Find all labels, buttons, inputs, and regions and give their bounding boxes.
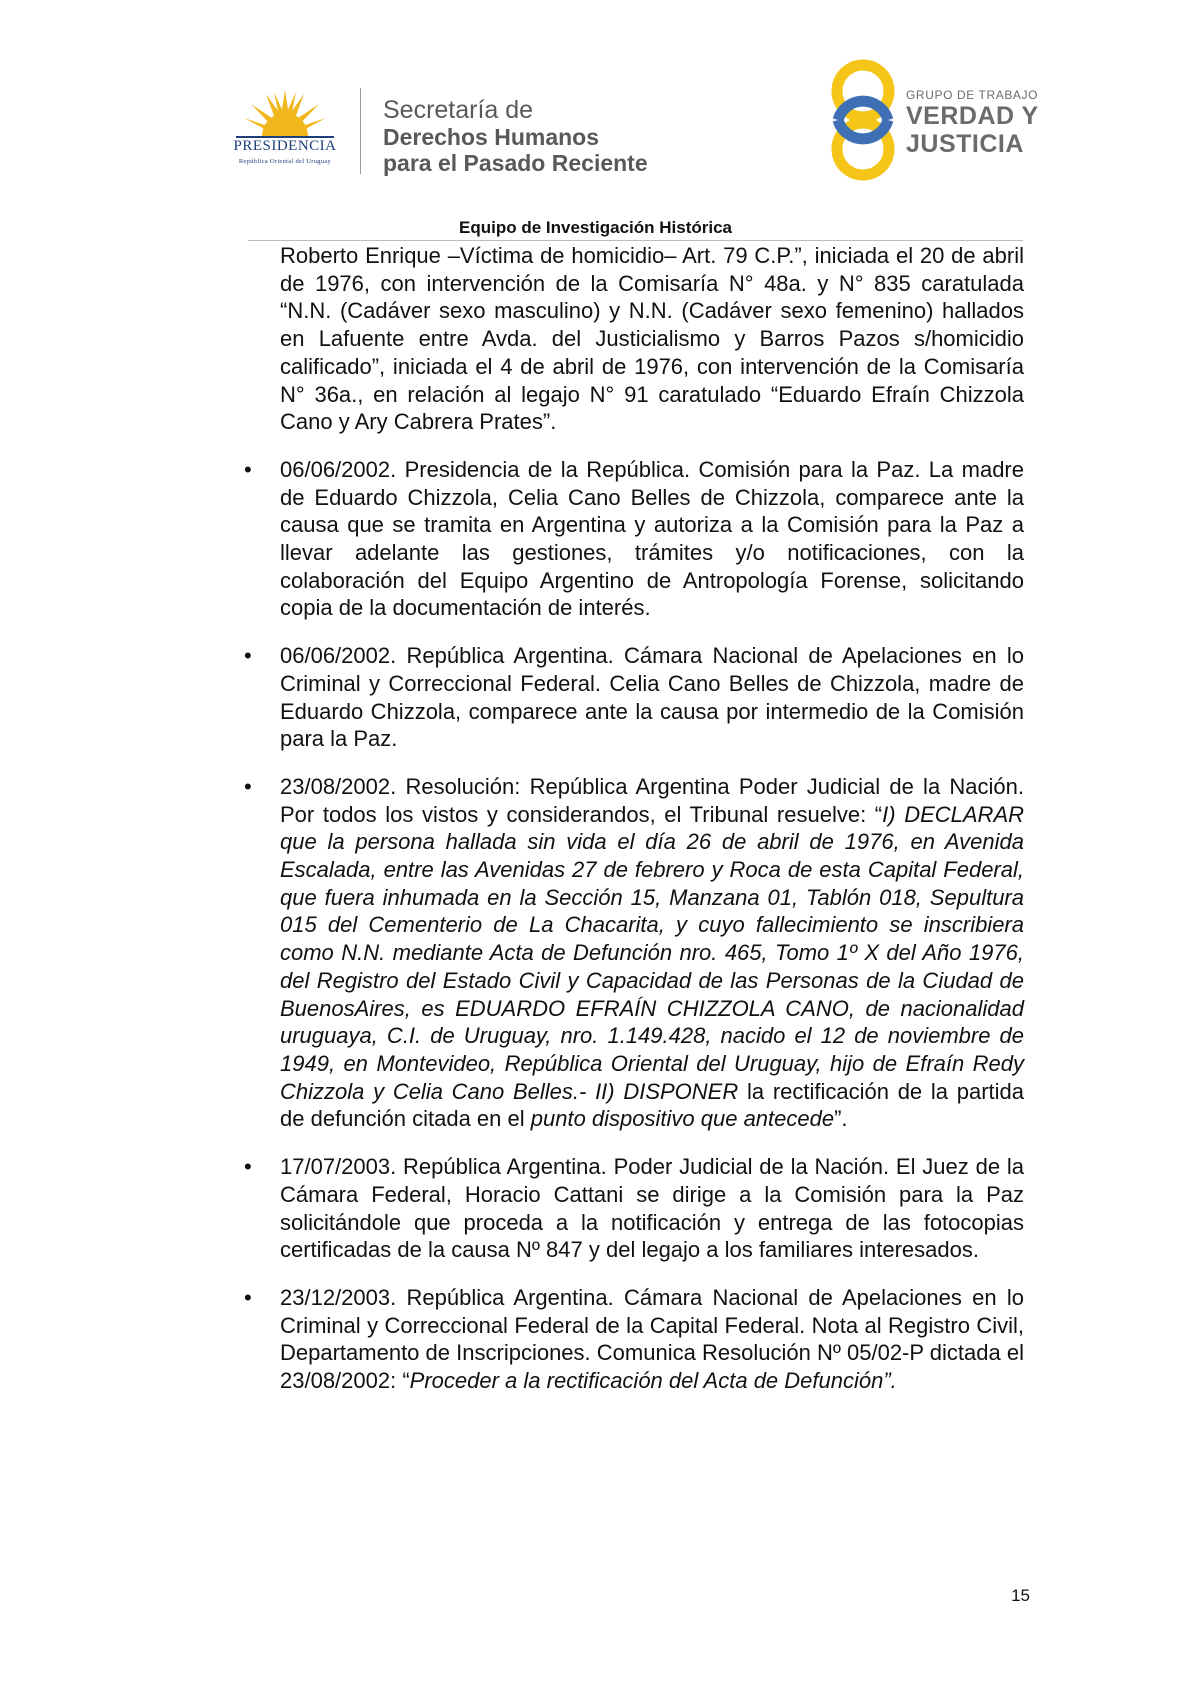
quoted-resolution: I) DECLARAR que la persona hallada sin vida el día 26 de abril de 1976, en Avenida Escalada, entre las Avenidas 27 de febrero y Roca de esta Capital Federal, que fuera inhumada en la Sección 15, Manzana 01, Tablón 018, Sepultura 015 del Cementerio de La Chacarita, y cuyo fallecimiento se inscribiera como N.N. mediante Acta de Defunción nro. 465, Tomo 1º X del Año 1976, del Registro del Estado Civil y Capacidad de las Personas de la Ciudad de BuenosAires, es EDUARDO EFRAÍN CHIZZOLA CANO, de nacionalidad uruguaya, C.I. de Uruguay, nro. 1.149.428, nacido el 12 de noviembre de 1949, en Montevideo, República Oriental del Uruguay, hijo de Efraín Redy Chizzola y Celia Cano Belles.- II) DISPONER — [280, 801, 1025, 1104]
vj-line-2: VERDAD Y — [906, 102, 1039, 130]
list-item-text — [280, 773, 1024, 1133]
bullet-icon: • — [244, 1284, 252, 1310]
item-tail-text: ”. — [834, 1106, 848, 1132]
list-item — [244, 642, 1024, 753]
bullet-icon: • — [244, 773, 252, 799]
page-number: 15 — [1011, 1586, 1030, 1605]
document-body — [244, 242, 1024, 1395]
secretaria-line-3: para el Pasado Reciente — [383, 150, 648, 176]
presidencia-subtitle: República Oriental del Uruguay — [238, 158, 332, 165]
item-lead-text: 23/08/2002. Resolución: República Argentina Poder Judicial de la Nación. Por todos los vistos y considerandos, el Tribunal resuelve: “ — [280, 773, 1024, 827]
list-item-text: 17/07/2003. República Argentina. Poder Judicial de la Nación. El Juez de la Cámara Federal, Horacio Cattani se dirige a la Comisión para la Paz solicitándole que proceda a la notificación y entrega de las fotocopias certificadas de la causa Nº 847 y del legajo a los familiares interesados. — [280, 1154, 1024, 1263]
event-list — [244, 456, 1024, 1395]
intro-paragraph: Roberto Enrique –Víctima de homicidio– Art. 79 C.P.”, iniciada el 20 de abril de 1976, con intervención de la Comisaría N° 48a. y N° 835 caratulada “N.N. (Cadáver sexo masculino) y N.N. (Cadáver sexo femenino) hallados en Lafuente entre Avda. del Justicialismo y Barros Pazos s/homicidio calificado”, iniciada el 4 de abril de 1976, con intervención de la Comisaría N° 36a., en relación al legajo N° 91 caratulado “Eduardo Efraín Chizzola Cano y Ary Cabrera Prates”. — [280, 243, 1024, 435]
secretaria-line-1: Secretaría de — [383, 96, 534, 124]
list-item — [244, 773, 1024, 1133]
secretaria-line-2: Derechos Humanos — [383, 124, 600, 150]
vj-line-3: JUSTICIA — [906, 130, 1024, 158]
logo-divider — [360, 88, 361, 174]
presidencia-logo — [206, 86, 364, 172]
quoted-resolution: Proceder a la rectificación del Acta de Defunción”. — [409, 1368, 897, 1394]
sun-icon — [206, 86, 364, 140]
bullet-icon: • — [244, 456, 252, 482]
list-item-text: 06/06/2002. República Argentina. Cámara Nacional de Apelaciones en lo Criminal y Correccional Federal. Celia Cano Belles de Chizzola, madre de Eduardo Chizzola, comparece ante la causa por intermedio de la Comisión para la Paz. — [280, 643, 1024, 752]
item-lead-text: 23/12/2003. República Argentina. Cámara Nacional de Apelaciones en lo Criminal y Correccional Federal de la Capital Federal. Nota al Registro Civil, Departamento de Inscripciones. Comunica Resolución Nº 05/02-P dictada el 23/08/2002: “ — [280, 1284, 1024, 1394]
presidencia-name: PRESIDENCIA — [233, 138, 337, 154]
bullet-icon: • — [244, 1154, 252, 1180]
list-item-text — [280, 1284, 1024, 1395]
item-mid-text: la rectificación de la partida de defunción citada en el — [280, 1078, 1024, 1132]
verdad-justicia-text — [906, 88, 1039, 158]
list-item — [244, 1284, 1024, 1395]
team-title: Equipo de Investigación Histórica — [459, 218, 732, 237]
list-item — [244, 1153, 1024, 1264]
list-item — [244, 456, 1024, 622]
vj-line-1: GRUPO DE TRABAJO — [906, 88, 1039, 102]
page-header — [0, 0, 1191, 240]
list-item-text: 06/06/2002. Presidencia de la República. Comisión para la Paz. La madre de Eduardo Chizzola, Celia Cano Belles de Chizzola, comparece ante la causa que se tramita en Argentina y autoriza a la Comisión para la Paz a llevar adelante las gestiones, trámites y/o notificaciones, con la colaboración del Equipo Argentino de Antropología Forense, solicitando copia de la documentación de interés. — [280, 456, 1024, 621]
interlocking-rings-icon — [822, 58, 904, 182]
secretaria-logo-text — [383, 96, 648, 176]
quoted-resolution-end: punto dispositivo que antecede — [530, 1106, 835, 1132]
bullet-icon: • — [244, 643, 252, 669]
verdad-justicia-logo — [822, 58, 904, 182]
header-rule — [248, 240, 1023, 241]
